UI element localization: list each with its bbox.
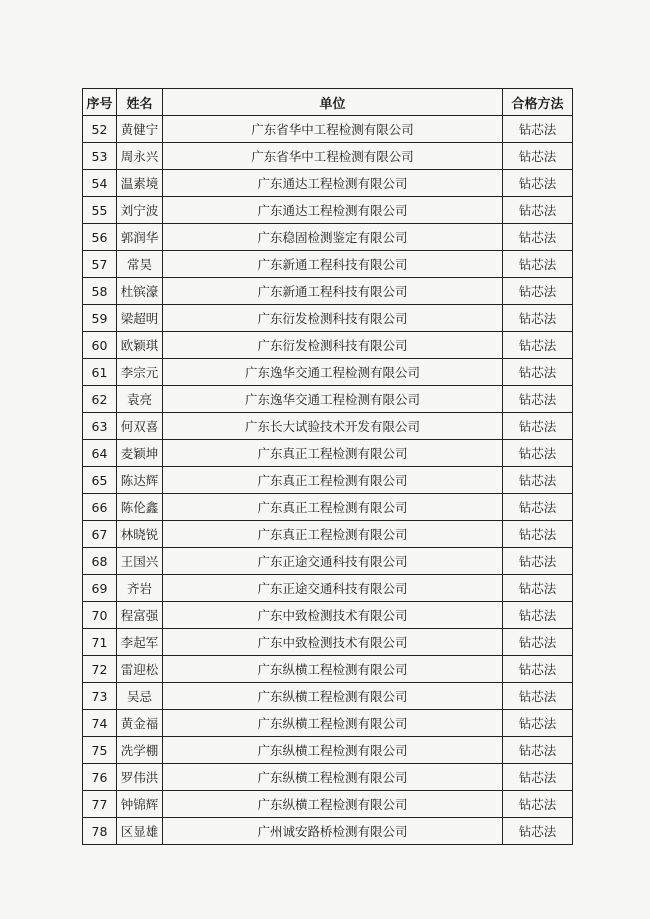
cell-no: 65 — [83, 467, 117, 494]
cell-method: 钻芯法 — [503, 143, 573, 170]
cell-method: 钻芯法 — [503, 440, 573, 467]
cell-name: 吴忌 — [117, 683, 163, 710]
cell-unit: 广东逸华交通工程检测有限公司 — [163, 359, 503, 386]
cell-name: 钟锦辉 — [117, 791, 163, 818]
cell-method: 钻芯法 — [503, 413, 573, 440]
table-row — [83, 818, 573, 845]
cell-method: 钻芯法 — [503, 548, 573, 575]
cell-no: 63 — [83, 413, 117, 440]
table-row — [83, 251, 573, 278]
cell-method: 钻芯法 — [503, 251, 573, 278]
cell-unit: 广东通达工程检测有限公司 — [163, 170, 503, 197]
cell-method: 钻芯法 — [503, 305, 573, 332]
cell-method: 钻芯法 — [503, 629, 573, 656]
cell-unit: 广东新通工程科技有限公司 — [163, 251, 503, 278]
cell-name: 欧颖琪 — [117, 332, 163, 359]
cell-method: 钻芯法 — [503, 359, 573, 386]
cell-no: 66 — [83, 494, 117, 521]
cell-method: 钻芯法 — [503, 656, 573, 683]
cell-unit: 广东新通工程科技有限公司 — [163, 278, 503, 305]
header-method: 合格方法 — [503, 89, 573, 116]
table-body — [83, 116, 573, 845]
cell-unit: 广东衍发检测科技有限公司 — [163, 332, 503, 359]
cell-unit: 广东纵横工程检测有限公司 — [163, 764, 503, 791]
cell-unit: 广州诚安路桥检测有限公司 — [163, 818, 503, 845]
table-row — [83, 170, 573, 197]
table-row — [83, 791, 573, 818]
cell-no: 54 — [83, 170, 117, 197]
table-row — [83, 683, 573, 710]
cell-no: 64 — [83, 440, 117, 467]
cell-name: 刘宁波 — [117, 197, 163, 224]
header-no: 序号 — [83, 89, 117, 116]
cell-no: 59 — [83, 305, 117, 332]
cell-name: 王国兴 — [117, 548, 163, 575]
cell-name: 罗伟洪 — [117, 764, 163, 791]
cell-unit: 广东纵横工程检测有限公司 — [163, 683, 503, 710]
cell-unit: 广东纵横工程检测有限公司 — [163, 737, 503, 764]
table-row — [83, 305, 573, 332]
cell-method: 钻芯法 — [503, 791, 573, 818]
cell-no: 67 — [83, 521, 117, 548]
cell-unit: 广东正途交通科技有限公司 — [163, 548, 503, 575]
cell-unit: 广东纵横工程检测有限公司 — [163, 791, 503, 818]
cell-unit: 广东省华中工程检测有限公司 — [163, 143, 503, 170]
cell-method: 钻芯法 — [503, 386, 573, 413]
cell-name: 黄金福 — [117, 710, 163, 737]
cell-unit: 广东中致检测技术有限公司 — [163, 629, 503, 656]
table-row — [83, 548, 573, 575]
table-row — [83, 386, 573, 413]
header-name: 姓名 — [117, 89, 163, 116]
cell-method: 钻芯法 — [503, 818, 573, 845]
cell-method: 钻芯法 — [503, 710, 573, 737]
header-unit: 单位 — [163, 89, 503, 116]
cell-no: 58 — [83, 278, 117, 305]
cell-unit: 广东真正工程检测有限公司 — [163, 467, 503, 494]
cell-no: 60 — [83, 332, 117, 359]
cell-no: 77 — [83, 791, 117, 818]
cell-no: 52 — [83, 116, 117, 143]
cell-no: 56 — [83, 224, 117, 251]
table-row — [83, 332, 573, 359]
cell-method: 钻芯法 — [503, 467, 573, 494]
cell-no: 78 — [83, 818, 117, 845]
cell-no: 57 — [83, 251, 117, 278]
cell-name: 陈达辉 — [117, 467, 163, 494]
cell-unit: 广东稳固检测鉴定有限公司 — [163, 224, 503, 251]
cell-unit: 广东通达工程检测有限公司 — [163, 197, 503, 224]
cell-name: 林晓锐 — [117, 521, 163, 548]
cell-method: 钻芯法 — [503, 224, 573, 251]
table-row — [83, 278, 573, 305]
cell-method: 钻芯法 — [503, 683, 573, 710]
cell-unit: 广东逸华交通工程检测有限公司 — [163, 386, 503, 413]
cell-name: 温素境 — [117, 170, 163, 197]
cell-unit: 广东正途交通科技有限公司 — [163, 575, 503, 602]
cell-name: 常昊 — [117, 251, 163, 278]
cell-unit: 广东真正工程检测有限公司 — [163, 521, 503, 548]
cell-method: 钻芯法 — [503, 602, 573, 629]
cell-unit: 广东真正工程检测有限公司 — [163, 494, 503, 521]
table-row — [83, 440, 573, 467]
cell-unit: 广东中致检测技术有限公司 — [163, 602, 503, 629]
cell-method: 钻芯法 — [503, 170, 573, 197]
cell-no: 53 — [83, 143, 117, 170]
cell-no: 73 — [83, 683, 117, 710]
cell-unit: 广东纵横工程检测有限公司 — [163, 710, 503, 737]
table-row — [83, 143, 573, 170]
table-row — [83, 359, 573, 386]
cell-no: 55 — [83, 197, 117, 224]
cell-name: 雷迎松 — [117, 656, 163, 683]
cell-unit: 广东衍发检测科技有限公司 — [163, 305, 503, 332]
table-row — [83, 467, 573, 494]
cell-name: 郭润华 — [117, 224, 163, 251]
cell-unit: 广东长大试验技术开发有限公司 — [163, 413, 503, 440]
cell-no: 62 — [83, 386, 117, 413]
cell-name: 冼学棚 — [117, 737, 163, 764]
cell-name: 梁超明 — [117, 305, 163, 332]
cell-no: 61 — [83, 359, 117, 386]
cell-name: 黄健宁 — [117, 116, 163, 143]
cell-no: 74 — [83, 710, 117, 737]
cell-name: 麦颖坤 — [117, 440, 163, 467]
table-row — [83, 116, 573, 143]
cell-unit: 广东省华中工程检测有限公司 — [163, 116, 503, 143]
table-row — [83, 602, 573, 629]
cell-name: 陈伦鑫 — [117, 494, 163, 521]
cell-name: 李宗元 — [117, 359, 163, 386]
cell-name: 周永兴 — [117, 143, 163, 170]
cell-method: 钻芯法 — [503, 575, 573, 602]
cell-unit: 广东纵横工程检测有限公司 — [163, 656, 503, 683]
cell-name: 李起军 — [117, 629, 163, 656]
cell-method: 钻芯法 — [503, 764, 573, 791]
cell-unit: 广东真正工程检测有限公司 — [163, 440, 503, 467]
cell-name: 何双喜 — [117, 413, 163, 440]
table-row — [83, 629, 573, 656]
cell-method: 钻芯法 — [503, 197, 573, 224]
table-row — [83, 656, 573, 683]
table-header — [83, 89, 573, 116]
cell-method: 钻芯法 — [503, 494, 573, 521]
table-row — [83, 224, 573, 251]
table-row — [83, 197, 573, 224]
table-row — [83, 494, 573, 521]
qualification-table — [82, 88, 573, 845]
cell-method: 钻芯法 — [503, 521, 573, 548]
cell-method: 钻芯法 — [503, 332, 573, 359]
cell-method: 钻芯法 — [503, 737, 573, 764]
cell-no: 70 — [83, 602, 117, 629]
cell-name: 杜镔濠 — [117, 278, 163, 305]
cell-no: 76 — [83, 764, 117, 791]
cell-name: 区显雄 — [117, 818, 163, 845]
table-row — [83, 764, 573, 791]
table-row — [83, 575, 573, 602]
cell-method: 钻芯法 — [503, 116, 573, 143]
cell-name: 程富强 — [117, 602, 163, 629]
table-row — [83, 710, 573, 737]
cell-no: 69 — [83, 575, 117, 602]
cell-method: 钻芯法 — [503, 278, 573, 305]
cell-no: 72 — [83, 656, 117, 683]
cell-name: 齐岩 — [117, 575, 163, 602]
cell-no: 68 — [83, 548, 117, 575]
table-row — [83, 521, 573, 548]
cell-no: 71 — [83, 629, 117, 656]
table-row — [83, 737, 573, 764]
header-row — [83, 89, 573, 116]
table-row — [83, 413, 573, 440]
cell-name: 袁亮 — [117, 386, 163, 413]
cell-no: 75 — [83, 737, 117, 764]
